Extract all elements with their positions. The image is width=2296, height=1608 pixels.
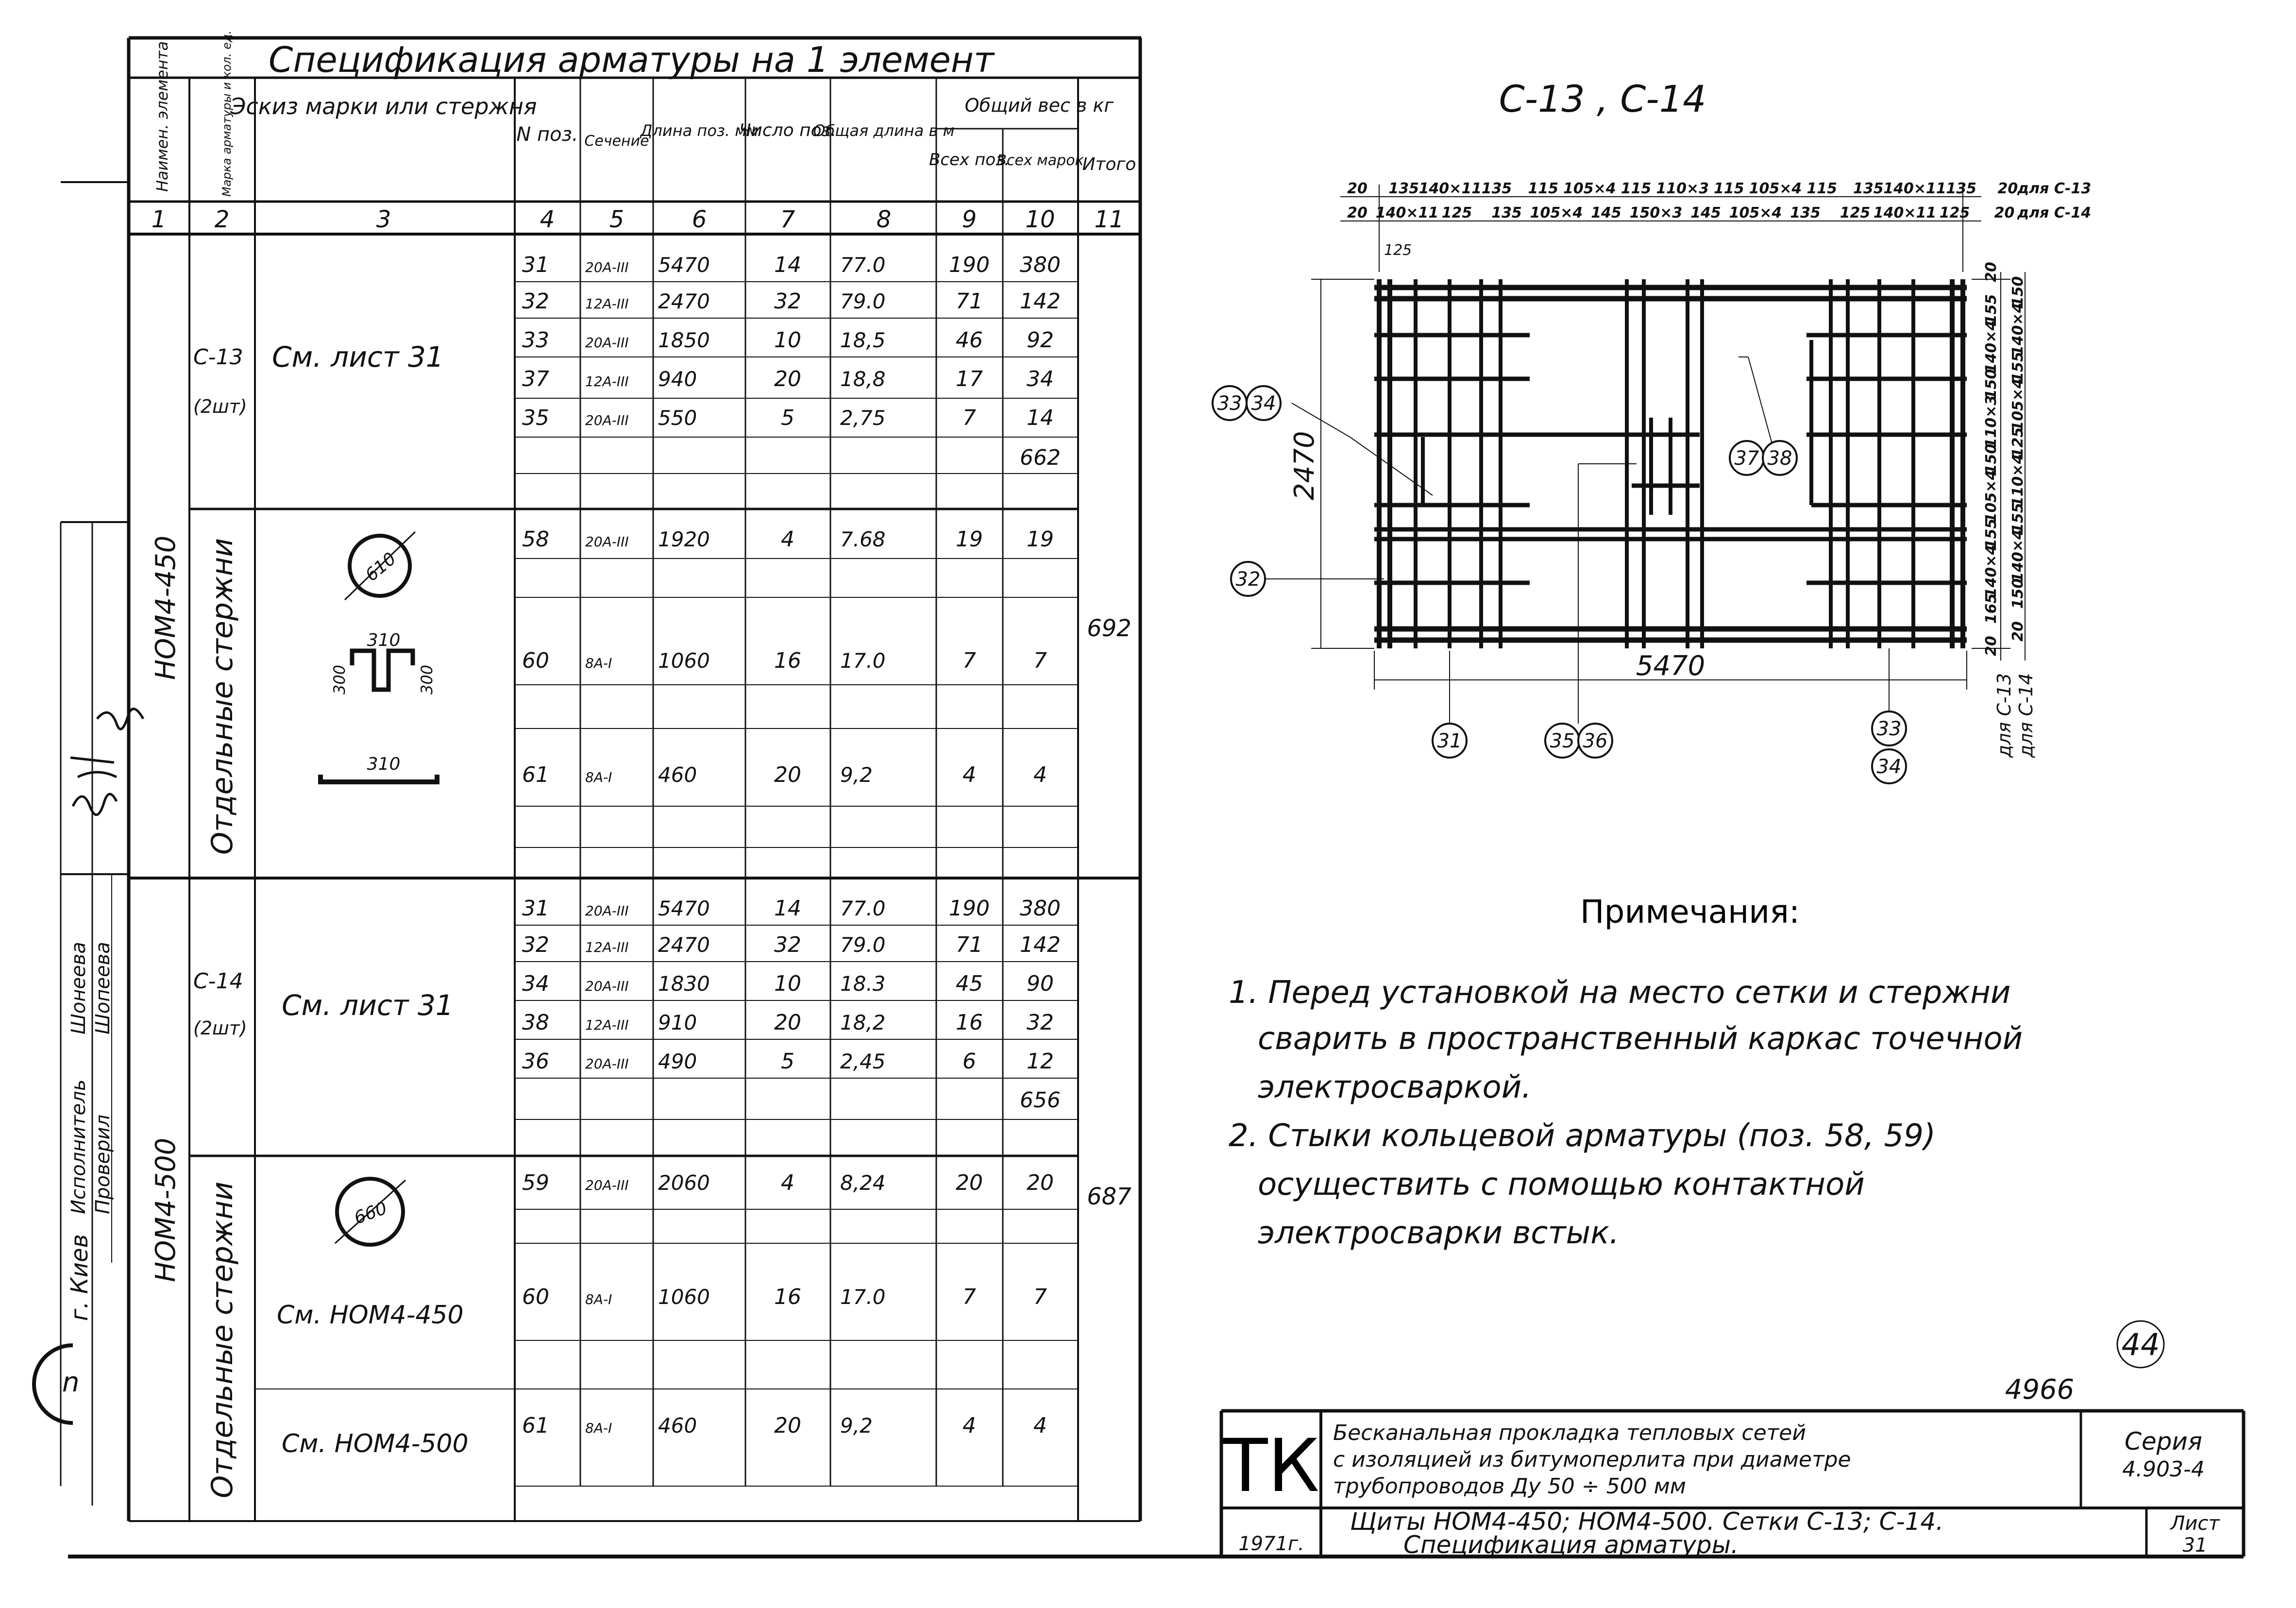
element2-single-row-2-w_mark: 7 xyxy=(1033,1285,1047,1309)
element2-single-row-2-count: 16 xyxy=(774,1285,801,1309)
dim-width: 5470 xyxy=(1636,650,1705,682)
top-dim-c14-11: 125 xyxy=(1840,204,1871,221)
element1-single-row-2-w_pos: 7 xyxy=(962,648,976,673)
element2-row-1-count: 14 xyxy=(774,896,801,921)
element2-row-3-count: 10 xyxy=(774,971,801,996)
top-dim-c14-3: 125 xyxy=(1441,204,1472,221)
colnum-4: 4 xyxy=(540,206,555,233)
bubble-33: 33 xyxy=(1217,392,1242,415)
element2-row-5-pos: 36 xyxy=(522,1049,549,1074)
right-dim-c14-1: 150 xyxy=(2009,276,2026,307)
right-dim-c13-5: 110×3 xyxy=(1983,395,2000,448)
top-dim-c13-7: 115 xyxy=(1621,180,1652,197)
element2-row-1-w_mark: 380 xyxy=(1020,896,1061,921)
stamp-name-2: Шопеева xyxy=(92,942,114,1034)
element1-row-4-pos: 37 xyxy=(522,367,549,391)
ring-dia-660: 660 xyxy=(351,1198,390,1229)
bubble-36: 36 xyxy=(1583,730,1608,752)
top-dim-c13-10: 105×4 xyxy=(1749,180,1802,197)
right-dim-c13-3: 140×4 xyxy=(1983,320,2000,373)
bubble-33b: 33 xyxy=(1876,718,1902,740)
top-dim-c13-3: 140×11 xyxy=(1418,180,1482,197)
top-dim-c14-8: 145 xyxy=(1690,204,1721,221)
note-line-1: 1. Перед установкой на место сетки и стержни xyxy=(1229,975,2011,1011)
ring-sketch-610 xyxy=(345,532,415,600)
header-c6: Длина поз. мм xyxy=(640,121,759,140)
element1-row-5-w_pos: 7 xyxy=(962,406,976,430)
stamp-role-checker: Проверил xyxy=(92,1114,114,1214)
stamp-city: г. Киев xyxy=(66,1234,93,1321)
element2-row-1-section: 20А-III xyxy=(585,903,629,919)
right-dim-c13-11: 20 xyxy=(1983,636,2000,656)
top-dim-c14-5: 105×4 xyxy=(1530,204,1583,221)
element1-mark-qty: (2шт) xyxy=(193,396,247,417)
note-line-4: 2. Стыки кольцевой арматуры (поз. 58, 59) xyxy=(1229,1118,1936,1154)
header-c1: Наимен. элемента xyxy=(153,41,171,192)
header-c910: Общий вес в кг xyxy=(964,95,1114,116)
element2-single-row-2-pos: 60 xyxy=(522,1285,549,1309)
colnum-5: 5 xyxy=(609,206,625,233)
element2-row-5-w_pos: 6 xyxy=(962,1049,976,1074)
element2-row-4-w_pos: 16 xyxy=(956,1010,983,1035)
element2-single-rows xyxy=(522,1170,1054,1438)
sheet-number: 31 xyxy=(2182,1534,2208,1557)
top-dim-c14-10: 135 xyxy=(1790,204,1821,221)
right-dim-c13-10: 165 xyxy=(1983,593,2000,624)
colnum-7: 7 xyxy=(780,206,795,233)
header-c5: Сечение xyxy=(584,133,649,150)
description-line-3: трубопроводов Ду 50 ÷ 500 мм xyxy=(1333,1474,1686,1499)
bubble-34b: 34 xyxy=(1876,756,1902,778)
top-dim-c14-7: 150×3 xyxy=(1629,204,1683,221)
element2-row-5-section: 20А-III xyxy=(585,1056,629,1072)
element1-single-row-3-w_mark: 4 xyxy=(1033,762,1047,787)
element1-name: НОМ4-450 xyxy=(150,535,182,680)
element1-single-row-3-section: 8А-I xyxy=(585,769,612,785)
element2-single-row-3-w_pos: 4 xyxy=(962,1413,976,1438)
right-dim-c14-7: 155 xyxy=(2009,503,2026,533)
element1-row-2-section: 12А-III xyxy=(585,296,629,312)
element1-single-row-1-w_pos: 19 xyxy=(956,527,983,552)
top-dim-c14-9: 105×4 xyxy=(1729,204,1782,221)
element1-single-row-2-total_len: 17.0 xyxy=(840,649,886,673)
sheet-title-line-1: Щиты НОМ4-450; НОМ4-500. Сетки С-13; С-14. xyxy=(1350,1507,1944,1536)
element1-row-4-section: 12А-III xyxy=(585,373,629,389)
top-dim-c13-1: 20 xyxy=(1347,180,1367,197)
top-dim-c13-11: 115 xyxy=(1806,180,1837,197)
stamp-name-1: Шонеева xyxy=(68,942,90,1034)
right-dim-c14-8: 140×4 xyxy=(2009,529,2026,582)
header-c9: Всех поз. xyxy=(929,150,1010,169)
element1-single-row-3-total_len: 9,2 xyxy=(840,763,873,787)
bubble-34: 34 xyxy=(1251,392,1276,415)
right-dim-c13-8: 155 xyxy=(1983,518,2000,549)
element1-single-row-1-pos: 58 xyxy=(522,527,549,552)
sheet-label: Лист xyxy=(2170,1512,2220,1535)
element2-single-row-1-count: 4 xyxy=(781,1170,794,1195)
top-dim-c13-14: 135 xyxy=(1946,180,1976,197)
element2-row-4-w_mark: 32 xyxy=(1027,1010,1054,1035)
notes-body xyxy=(1229,975,2023,1251)
element1-row-4-total_len: 18,8 xyxy=(840,367,886,391)
element1-single-row-1-w_mark: 19 xyxy=(1027,527,1054,552)
element2-single-row-1-w_pos: 20 xyxy=(956,1170,983,1195)
element1-row-1-section: 20А-III xyxy=(585,259,629,275)
element2-single-row-2-length: 1060 xyxy=(658,1285,710,1309)
stamp-letter: n xyxy=(62,1367,80,1398)
element1-sketch-ref: См. лист 31 xyxy=(272,340,444,373)
header-c7: Число поз. xyxy=(739,120,837,140)
top-dim-c13-16: для С-13 xyxy=(2017,180,2092,197)
element1-row-5-pos: 35 xyxy=(522,406,549,430)
title-block-description xyxy=(1333,1421,1851,1499)
right-dim-c13-2: 155 xyxy=(1983,294,2000,325)
right-dims-c13 xyxy=(1983,262,2000,656)
dim-300-left: 300 xyxy=(330,664,349,694)
element1-single-row-2-length: 1060 xyxy=(658,649,710,673)
top-dim-c13-9: 115 xyxy=(1714,180,1744,197)
header-c10: Всех марок xyxy=(996,152,1084,169)
stirrup-sketch-60 xyxy=(330,630,436,694)
top-dim-c13-13: 140×11 xyxy=(1883,180,1946,197)
element2-row-4-length: 910 xyxy=(658,1011,697,1034)
element2-row-2-w_mark: 142 xyxy=(1020,932,1061,957)
element2-total: 687 xyxy=(1087,1183,1131,1210)
dim-height: 2470 xyxy=(1289,431,1320,500)
element1-single-row-2-count: 16 xyxy=(774,648,801,673)
colnum-9: 9 xyxy=(962,206,977,233)
element1-row-2-pos: 32 xyxy=(522,289,549,314)
top-dim-c13-2: 135 xyxy=(1388,180,1419,197)
note-line-5: осуществить с помощью контактной xyxy=(1258,1167,1865,1202)
element1-single-row-3-w_pos: 4 xyxy=(962,762,976,787)
bubble-31: 31 xyxy=(1437,730,1462,752)
ring-dia-610: 610 xyxy=(361,548,400,586)
element1-single-row-3-pos: 61 xyxy=(522,762,549,787)
header-c8: Общая длина в м xyxy=(813,121,955,140)
colnum-1: 1 xyxy=(151,206,167,233)
element1-single-row-1-total_len: 7.68 xyxy=(840,527,886,551)
right-dim-c14-10: 20 xyxy=(2009,621,2026,642)
element2-row-3-w_mark: 90 xyxy=(1027,971,1054,996)
element2-mark-qty: (2шт) xyxy=(193,1017,247,1039)
bubble-37: 37 xyxy=(1734,447,1759,470)
element1-mark: С-13 xyxy=(193,345,243,370)
element2-row-3-section: 20А-III xyxy=(585,978,629,994)
element2-single-row-3-section: 8А-I xyxy=(585,1420,612,1436)
top-dim-c14-1: 20 xyxy=(1347,204,1367,221)
element2-row-5-length: 490 xyxy=(658,1049,697,1073)
element1-row-1-length: 5470 xyxy=(658,253,710,277)
notes-title: Примечания: xyxy=(1580,893,1800,931)
element2-row-3-length: 1830 xyxy=(658,972,710,996)
right-dim-c14-5: 125 xyxy=(2009,427,2026,458)
right-dim-c13-4: 150 xyxy=(1983,369,2000,400)
element2-row-5-count: 5 xyxy=(781,1049,794,1074)
dim-310-a: 310 xyxy=(367,630,401,650)
top-dim-c13-12: 135 xyxy=(1853,180,1884,197)
element2-single-row-2-section: 8А-I xyxy=(585,1291,612,1307)
series-value: 4.903-4 xyxy=(2122,1457,2205,1482)
element1-row-4-w_mark: 34 xyxy=(1027,367,1054,391)
header-c2: Марка арматуры и кол. ед. xyxy=(220,30,234,197)
element2-row-2-w_pos: 71 xyxy=(956,932,983,957)
right-dim-c14-6: 110×4 xyxy=(2009,454,2026,507)
element1-rows xyxy=(522,253,1061,430)
element2-single-row-2-w_pos: 7 xyxy=(962,1285,976,1309)
element1-row-2-w_pos: 71 xyxy=(956,289,983,314)
element1-single-row-3-count: 20 xyxy=(774,762,801,787)
colnum-11: 11 xyxy=(1094,206,1124,233)
element1-row-2-w_mark: 142 xyxy=(1020,289,1061,314)
element2-single-row-1-total_len: 8,24 xyxy=(840,1171,886,1195)
description-line-2: с изоляцией из битумоперлита при диаметре xyxy=(1333,1447,1851,1472)
series-label: Серия xyxy=(2125,1427,2202,1456)
element2-row-4-total_len: 18,2 xyxy=(840,1011,886,1034)
right-dim-c13-6: 150 xyxy=(1983,443,2000,474)
element2-single-row-2-total_len: 17.0 xyxy=(840,1285,886,1309)
top-dim-c14-12: 140×11 xyxy=(1873,204,1937,221)
element2-row-1-total_len: 77.0 xyxy=(840,897,886,920)
colnum-8: 8 xyxy=(876,206,892,233)
right-dim-c13-7: 105×4 xyxy=(1983,470,2000,523)
colnum-3: 3 xyxy=(376,206,391,233)
element1-single-row-1-section: 20А-III xyxy=(585,534,629,550)
page-number: 44 xyxy=(2121,1327,2160,1362)
element2-single-row-3-length: 460 xyxy=(658,1414,697,1438)
element1-row-1-pos: 31 xyxy=(522,253,549,277)
element2-row-4-count: 20 xyxy=(774,1010,801,1035)
header-c4: N поз. xyxy=(516,123,578,146)
element2-row-3-w_pos: 45 xyxy=(956,971,983,996)
bubble-32: 32 xyxy=(1235,568,1261,591)
element2-row-1-w_pos: 190 xyxy=(949,896,990,921)
element2-single-row-1-section: 20А-III xyxy=(585,1177,629,1193)
element2-ref-60: См. НОМ4-450 xyxy=(277,1301,464,1330)
element2-single-row-3-pos: 61 xyxy=(522,1413,549,1438)
right-dim-c13-9: 140×4 xyxy=(1983,544,2000,598)
element1-single-row-3-length: 460 xyxy=(658,763,697,787)
element2-row-5-total_len: 2,45 xyxy=(840,1049,886,1073)
top-dim-c13-4: 135 xyxy=(1481,180,1512,197)
drawing-title: С-13 , С-14 xyxy=(1499,77,1706,120)
element2-group-label: Отдельные стержни xyxy=(205,1181,239,1498)
element1-row-2-length: 2470 xyxy=(658,289,710,313)
element1-row-4-length: 940 xyxy=(658,367,697,391)
top-dim-c14-15: для С-14 xyxy=(2017,204,2092,221)
element2-single-row-1-w_mark: 20 xyxy=(1027,1170,1054,1195)
element1-row-1-total_len: 77.0 xyxy=(840,253,886,277)
element2-row-2-pos: 32 xyxy=(522,932,549,957)
header-c3: Эскиз марки или стержня xyxy=(230,93,537,119)
dim-300-right: 300 xyxy=(418,664,436,694)
element1-row-1-w_mark: 380 xyxy=(1020,253,1061,277)
element1-row-2-total_len: 79.0 xyxy=(840,289,886,313)
bubble-35: 35 xyxy=(1550,730,1575,752)
top-dim-c14-2: 140×11 xyxy=(1375,204,1439,221)
top-dim-c14-6: 145 xyxy=(1591,204,1621,221)
element2-row-2-count: 32 xyxy=(774,932,801,957)
archive-number: 4966 xyxy=(2005,1374,2075,1405)
element2-rows xyxy=(522,896,1061,1074)
element1-row-1-w_pos: 190 xyxy=(949,253,990,277)
element2-name: НОМ4-500 xyxy=(150,1137,182,1282)
element2-row-2-section: 12А-III xyxy=(585,939,629,955)
element1-row-3-pos: 33 xyxy=(522,328,549,353)
top-dim-c13-6: 105×4 xyxy=(1563,180,1616,197)
colnum-10: 10 xyxy=(1025,206,1055,233)
element2-row-3-pos: 34 xyxy=(522,971,549,996)
element2-row-3-total_len: 18.3 xyxy=(840,972,886,996)
title-block-year: 1971г. xyxy=(1238,1533,1304,1555)
element1-row-3-w_mark: 92 xyxy=(1027,328,1054,353)
right-dim-c14-9: 150 xyxy=(2009,578,2026,609)
stamp-role-executor: Исполнитель xyxy=(68,1079,90,1214)
top-dims-c14 xyxy=(1347,204,2091,221)
top-dim-c13-15: 20 xyxy=(1997,180,2018,197)
element1-row-5-length: 550 xyxy=(658,406,697,430)
element1-row-5-w_mark: 14 xyxy=(1027,406,1054,430)
dim-310-b: 310 xyxy=(367,754,401,774)
note-line-6: электросварки встык. xyxy=(1258,1215,1620,1251)
element2-row-1-length: 5470 xyxy=(658,897,710,920)
element1-row-1-count: 14 xyxy=(774,253,801,277)
element2-row-5-w_mark: 12 xyxy=(1027,1049,1054,1074)
top-dim-c13-8: 110×3 xyxy=(1656,180,1709,197)
right-dim-c14-2: 140×4 xyxy=(2009,303,2026,356)
element2-single-row-1-length: 2060 xyxy=(658,1171,710,1195)
top-dim-c13-5: 115 xyxy=(1528,180,1558,197)
element2-single-row-3-total_len: 9,2 xyxy=(840,1414,873,1438)
element1-single-row-1-count: 4 xyxy=(781,527,794,552)
spec-title: Спецификация арматуры на 1 элемент xyxy=(269,39,994,80)
bubble-38: 38 xyxy=(1767,447,1792,470)
right-label-c14: для С-14 xyxy=(2015,673,2037,758)
element1-single-row-2-pos: 60 xyxy=(522,648,549,673)
note-line-3: электросваркой. xyxy=(1258,1069,1532,1105)
element2-row-1-pos: 31 xyxy=(522,896,549,921)
right-dim-c13-1: 20 xyxy=(1983,262,2000,282)
element2-row-2-length: 2470 xyxy=(658,933,710,957)
note-line-2: сварить в пространственный каркас точечной xyxy=(1258,1021,2023,1057)
element2-single-row-3-count: 20 xyxy=(774,1413,801,1438)
top-dim-c14-13: 125 xyxy=(1939,204,1970,221)
right-dims-c14 xyxy=(2009,276,2026,642)
element1-single-row-1-length: 1920 xyxy=(658,527,710,551)
right-dim-c14-4: 105×4 xyxy=(2009,378,2026,431)
element1-total: 692 xyxy=(1087,615,1131,642)
element2-row-4-pos: 38 xyxy=(522,1010,549,1035)
top-dim-c14-4: 135 xyxy=(1491,204,1522,221)
element2-row-4-section: 12А-III xyxy=(585,1017,629,1033)
element2-single-row-3-w_mark: 4 xyxy=(1033,1413,1047,1438)
element2-row-2-total_len: 79.0 xyxy=(840,933,886,957)
element1-group-label: Отдельные стержни xyxy=(205,538,239,855)
element2-subtotal: 656 xyxy=(1020,1088,1061,1113)
element2-single-row-1-pos: 59 xyxy=(522,1170,549,1195)
element1-row-5-count: 5 xyxy=(781,406,794,430)
element1-single-row-2-w_mark: 7 xyxy=(1033,648,1047,673)
dim-125: 125 xyxy=(1384,242,1412,259)
element1-subtotal: 662 xyxy=(1020,445,1061,470)
bar-sketch-61 xyxy=(321,754,437,782)
header-c11: Итого xyxy=(1082,154,1136,174)
element1-row-3-total_len: 18,5 xyxy=(840,328,886,352)
element1-row-5-total_len: 2,75 xyxy=(840,406,886,430)
element1-row-3-length: 1850 xyxy=(658,328,710,352)
title-block-logo: ТК xyxy=(1223,1424,1320,1508)
element1-single-rows xyxy=(522,527,1054,787)
top-dims-c13 xyxy=(1347,180,2091,197)
column-numbers xyxy=(152,206,1124,233)
ring-sketch-660 xyxy=(335,1179,405,1245)
colnum-2: 2 xyxy=(214,206,230,233)
element1-row-3-w_pos: 46 xyxy=(956,328,983,353)
element1-row-2-count: 32 xyxy=(774,289,801,314)
element1-row-5-section: 20А-III xyxy=(585,412,629,428)
element1-row-3-section: 20А-III xyxy=(585,335,629,351)
element2-sketch-ref: См. лист 31 xyxy=(282,989,454,1022)
right-dim-c14-3: 155 xyxy=(2009,352,2026,382)
right-label-c13: для С-13 xyxy=(1993,673,2015,758)
colnum-6: 6 xyxy=(692,206,707,233)
element1-single-row-2-section: 8А-I xyxy=(585,655,612,671)
element2-ref-61: См. НОМ4-500 xyxy=(282,1429,469,1458)
top-dim-c14-14: 20 xyxy=(1994,204,2015,221)
signature-scribbles xyxy=(70,709,143,815)
element1-row-3-count: 10 xyxy=(774,328,801,353)
element2-mark: С-14 xyxy=(193,969,243,994)
description-line-1: Бесканальная прокладка тепловых сетей xyxy=(1333,1421,1806,1445)
element1-row-4-count: 20 xyxy=(774,367,801,391)
element1-row-4-w_pos: 17 xyxy=(956,367,983,391)
sheet-title-line-2: Спецификация арматуры. xyxy=(1403,1531,1739,1559)
